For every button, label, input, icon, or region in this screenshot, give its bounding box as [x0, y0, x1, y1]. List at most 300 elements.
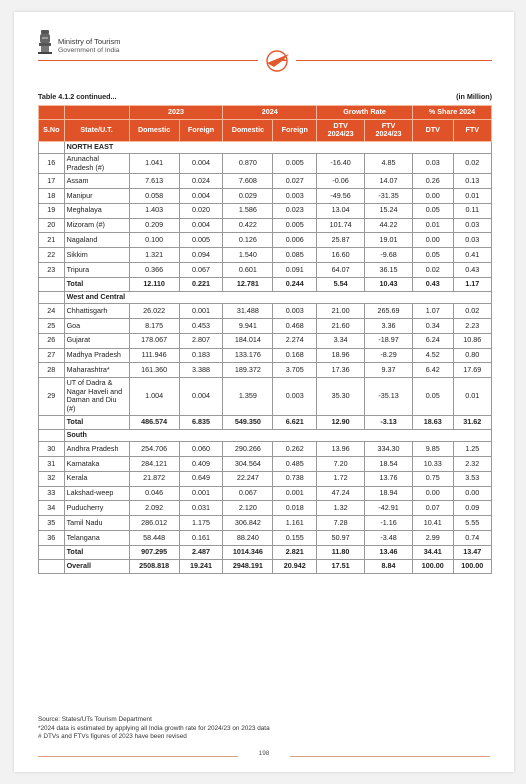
- sno-cell: 35: [39, 516, 65, 531]
- domestic-2024-cell: 1014.346: [223, 545, 273, 559]
- foreign-2024-cell: 0.262: [273, 442, 317, 457]
- domestic-2024-cell: 7.608: [223, 174, 273, 189]
- share-ftv-cell: 0.74: [453, 530, 491, 545]
- growth-dtv-cell: 50.97: [317, 530, 365, 545]
- plane-globe-icon: [262, 48, 292, 74]
- share-ftv-cell: 2.32: [453, 456, 491, 471]
- growth-dtv-cell: 3.34: [317, 333, 365, 348]
- foreign-2024-cell: 20.942: [273, 559, 317, 573]
- header-growth-rate: Growth Rate: [317, 106, 413, 120]
- growth-ftv-cell: 44.22: [365, 218, 413, 233]
- foreign-2024-cell: 0.018: [273, 501, 317, 516]
- table-row: [39, 174, 492, 189]
- domestic-2023-cell: 486.574: [129, 415, 179, 429]
- domestic-2023-cell: 254.706: [129, 442, 179, 457]
- table-body: [39, 141, 492, 573]
- growth-dtv-cell: 16.60: [317, 248, 365, 263]
- foreign-2024-cell: 1.161: [273, 516, 317, 531]
- share-dtv-cell: 0.43: [413, 277, 454, 291]
- foreign-2023-cell: 2.807: [179, 333, 223, 348]
- domestic-2023-cell: 26.022: [129, 304, 179, 319]
- header-rule-left: [38, 60, 258, 61]
- growth-dtv-cell: 13.04: [317, 203, 365, 218]
- domestic-2024-cell: 9.941: [223, 319, 273, 334]
- tourism-table: [38, 105, 492, 574]
- footer-rule-right: [290, 756, 490, 757]
- header-share-dtv: DTV: [413, 119, 454, 141]
- share-dtv-cell: 10.41: [413, 516, 454, 531]
- domestic-2024-cell: 290.266: [223, 442, 273, 457]
- growth-ftv-cell: 10.43: [365, 277, 413, 291]
- sno-cell: 34: [39, 501, 65, 516]
- state-cell: Lakshad-weep: [64, 486, 129, 501]
- share-dtv-cell: 0.07: [413, 501, 454, 516]
- state-cell: Kerala: [64, 471, 129, 486]
- domestic-2024-cell: 189.372: [223, 363, 273, 378]
- growth-dtv-cell: 7.20: [317, 456, 365, 471]
- share-ftv-cell: 13.47: [453, 545, 491, 559]
- growth-dtv-cell: -49.56: [317, 188, 365, 203]
- share-dtv-cell: 0.02: [413, 262, 454, 277]
- growth-dtv-cell: 101.74: [317, 218, 365, 233]
- total-row: [39, 415, 492, 429]
- header-blank-cell: [39, 106, 65, 120]
- sno-cell: 25: [39, 319, 65, 334]
- share-ftv-cell: 0.02: [453, 304, 491, 319]
- foreign-2023-cell: 0.004: [179, 154, 223, 174]
- state-cell: Total: [64, 545, 129, 559]
- foreign-2023-cell: 0.060: [179, 442, 223, 457]
- sno-cell: 22: [39, 248, 65, 263]
- growth-dtv-cell: 21.00: [317, 304, 365, 319]
- section-row: [39, 141, 492, 154]
- state-cell: Puducherry: [64, 501, 129, 516]
- table-row: [39, 516, 492, 531]
- table-row: [39, 348, 492, 363]
- growth-ftv-cell: 15.24: [365, 203, 413, 218]
- domestic-2024-cell: 0.067: [223, 486, 273, 501]
- page-number: 198: [258, 750, 270, 757]
- section-label: West and Central: [64, 291, 491, 304]
- share-dtv-cell: 6.42: [413, 363, 454, 378]
- table-row: [39, 218, 492, 233]
- table-row: [39, 442, 492, 457]
- state-cell: Total: [64, 415, 129, 429]
- header-sno: S.No: [39, 119, 65, 141]
- header-growth-dtv-label: DTV: [333, 120, 348, 130]
- growth-dtv-cell: 64.07: [317, 262, 365, 277]
- growth-ftv-cell: 13.46: [365, 545, 413, 559]
- sno-cell: 19: [39, 203, 65, 218]
- sno-cell: 33: [39, 486, 65, 501]
- foreign-2023-cell: 0.453: [179, 319, 223, 334]
- share-ftv-cell: 3.53: [453, 471, 491, 486]
- foreign-2024-cell: 2.274: [273, 333, 317, 348]
- growth-ftv-cell: 18.94: [365, 486, 413, 501]
- growth-ftv-cell: 9.37: [365, 363, 413, 378]
- section-row: [39, 291, 492, 304]
- share-dtv-cell: 100.00: [413, 559, 454, 573]
- share-dtv-cell: 0.05: [413, 378, 454, 415]
- state-cell: Manipur: [64, 188, 129, 203]
- state-cell: UT of Dadra & Nagar Haveli and Daman and Diu (#): [64, 378, 129, 415]
- section-label: NORTH EAST: [64, 141, 491, 154]
- share-ftv-cell: 0.41: [453, 248, 491, 263]
- sno-cell: 27: [39, 348, 65, 363]
- total-row: [39, 277, 492, 291]
- sno-cell: 32: [39, 471, 65, 486]
- domestic-2024-cell: 2.120: [223, 501, 273, 516]
- table-row: [39, 501, 492, 516]
- growth-ftv-cell: 334.30: [365, 442, 413, 457]
- table-row: [39, 248, 492, 263]
- growth-dtv-cell: -16.40: [317, 154, 365, 174]
- domestic-2023-cell: 178.067: [129, 333, 179, 348]
- header-domestic-2023: Domestic: [129, 119, 179, 141]
- domestic-2023-cell: 1.004: [129, 378, 179, 415]
- foreign-2023-cell: 0.031: [179, 501, 223, 516]
- sno-cell: [39, 277, 65, 291]
- growth-ftv-cell: 265.69: [365, 304, 413, 319]
- header-share: % Share 2024: [413, 106, 492, 120]
- growth-dtv-cell: 5.54: [317, 277, 365, 291]
- share-dtv-cell: 0.26: [413, 174, 454, 189]
- share-dtv-cell: 9.85: [413, 442, 454, 457]
- foreign-2024-cell: 0.003: [273, 188, 317, 203]
- state-cell: Tripura: [64, 262, 129, 277]
- state-cell: Mizoram (#): [64, 218, 129, 233]
- domestic-2024-cell: 12.781: [223, 277, 273, 291]
- state-cell: Sikkim: [64, 248, 129, 263]
- state-cell: Nagaland: [64, 233, 129, 248]
- foreign-2023-cell: 0.004: [179, 218, 223, 233]
- domestic-2023-cell: 284.121: [129, 456, 179, 471]
- domestic-2023-cell: 7.613: [129, 174, 179, 189]
- state-cell: Telangana: [64, 530, 129, 545]
- foreign-2023-cell: 19.241: [179, 559, 223, 573]
- table-row: [39, 233, 492, 248]
- growth-ftv-cell: -1.16: [365, 516, 413, 531]
- foreign-2023-cell: 0.409: [179, 456, 223, 471]
- foreign-2023-cell: 0.024: [179, 174, 223, 189]
- page-footer: [14, 750, 514, 762]
- table-row: [39, 333, 492, 348]
- foreign-2024-cell: 0.155: [273, 530, 317, 545]
- growth-dtv-cell: 17.36: [317, 363, 365, 378]
- state-cell: Chhattisgarh: [64, 304, 129, 319]
- growth-ftv-cell: 3.36: [365, 319, 413, 334]
- foreign-2024-cell: 0.091: [273, 262, 317, 277]
- header-foreign-2023: Foreign: [179, 119, 223, 141]
- growth-ftv-cell: -42.91: [365, 501, 413, 516]
- share-ftv-cell: 0.00: [453, 486, 491, 501]
- foreign-2023-cell: 3.388: [179, 363, 223, 378]
- header-growth-ftv-years: 2024/23: [375, 129, 402, 138]
- growth-dtv-cell: 13.96: [317, 442, 365, 457]
- foreign-2023-cell: 0.161: [179, 530, 223, 545]
- domestic-2023-cell: 8.175: [129, 319, 179, 334]
- footer-rule-left: [38, 756, 238, 757]
- table-row: [39, 262, 492, 277]
- domestic-2023-cell: 58.448: [129, 530, 179, 545]
- foreign-2024-cell: 6.621: [273, 415, 317, 429]
- growth-dtv-cell: 7.28: [317, 516, 365, 531]
- table-row: [39, 319, 492, 334]
- domestic-2023-cell: 907.295: [129, 545, 179, 559]
- domestic-2024-cell: 1.540: [223, 248, 273, 263]
- foreign-2023-cell: 0.094: [179, 248, 223, 263]
- foreign-2024-cell: 0.468: [273, 319, 317, 334]
- sno-cell: 21: [39, 233, 65, 248]
- foreign-2024-cell: 0.006: [273, 233, 317, 248]
- foreign-2024-cell: 0.168: [273, 348, 317, 363]
- share-dtv-cell: 6.24: [413, 333, 454, 348]
- foreign-2023-cell: 0.004: [179, 188, 223, 203]
- growth-dtv-cell: 18.96: [317, 348, 365, 363]
- header-foreign-2024: Foreign: [273, 119, 317, 141]
- domestic-2023-cell: 2.092: [129, 501, 179, 516]
- footnote-source: Source: States/UTs Tourism Department: [38, 716, 152, 723]
- share-dtv-cell: 1.07: [413, 304, 454, 319]
- share-dtv-cell: 0.05: [413, 203, 454, 218]
- state-cell: Gujarat: [64, 333, 129, 348]
- table-row: [39, 154, 492, 174]
- share-ftv-cell: 10.86: [453, 333, 491, 348]
- domestic-2023-cell: 2508.818: [129, 559, 179, 573]
- state-cell: Overall: [64, 559, 129, 573]
- domestic-2023-cell: 0.046: [129, 486, 179, 501]
- share-dtv-cell: 0.75: [413, 471, 454, 486]
- domestic-2023-cell: 1.041: [129, 154, 179, 174]
- sno-cell: 23: [39, 262, 65, 277]
- growth-ftv-cell: -35.13: [365, 378, 413, 415]
- table-row: [39, 456, 492, 471]
- national-emblem-icon: [38, 30, 52, 56]
- growth-dtv-cell: 21.60: [317, 319, 365, 334]
- state-cell: Arunachal Pradesh (#): [64, 154, 129, 174]
- table-row: [39, 471, 492, 486]
- sno-cell: [39, 545, 65, 559]
- growth-ftv-cell: -18.97: [365, 333, 413, 348]
- foreign-2024-cell: 0.023: [273, 203, 317, 218]
- domestic-2023-cell: 12.110: [129, 277, 179, 291]
- foreign-2023-cell: 0.221: [179, 277, 223, 291]
- growth-dtv-cell: 35.30: [317, 378, 365, 415]
- header-rule-right: [296, 60, 492, 61]
- growth-ftv-cell: 19.01: [365, 233, 413, 248]
- table-row: [39, 486, 492, 501]
- section-sno-cell: [39, 141, 65, 154]
- section-sno-cell: [39, 429, 65, 442]
- foreign-2024-cell: 0.005: [273, 154, 317, 174]
- share-ftv-cell: 100.00: [453, 559, 491, 573]
- section-sno-cell: [39, 291, 65, 304]
- state-cell: Goa: [64, 319, 129, 334]
- header-state: State/U.T.: [64, 119, 129, 141]
- domestic-2024-cell: 304.564: [223, 456, 273, 471]
- report-page: [14, 12, 514, 772]
- growth-dtv-cell: 1.32: [317, 501, 365, 516]
- growth-ftv-cell: 8.84: [365, 559, 413, 573]
- header-share-ftv: FTV: [453, 119, 491, 141]
- foreign-2024-cell: 0.001: [273, 486, 317, 501]
- header-growth-ftv-label: FTV: [381, 120, 396, 130]
- sno-cell: 30: [39, 442, 65, 457]
- growth-ftv-cell: 36.15: [365, 262, 413, 277]
- sno-cell: 18: [39, 188, 65, 203]
- growth-ftv-cell: 4.85: [365, 154, 413, 174]
- share-ftv-cell: 17.69: [453, 363, 491, 378]
- share-ftv-cell: 1.25: [453, 442, 491, 457]
- ministry-name: [58, 37, 120, 55]
- domestic-2024-cell: 88.240: [223, 530, 273, 545]
- foreign-2024-cell: 0.005: [273, 218, 317, 233]
- foreign-2024-cell: 0.003: [273, 304, 317, 319]
- share-ftv-cell: 31.62: [453, 415, 491, 429]
- domestic-2024-cell: 0.029: [223, 188, 273, 203]
- foreign-2023-cell: 1.175: [179, 516, 223, 531]
- growth-dtv-cell: 1.72: [317, 471, 365, 486]
- domestic-2024-cell: 0.422: [223, 218, 273, 233]
- sno-cell: [39, 415, 65, 429]
- domestic-2024-cell: 1.359: [223, 378, 273, 415]
- section-label: South: [64, 429, 491, 442]
- foreign-2023-cell: 0.005: [179, 233, 223, 248]
- growth-ftv-cell: 14.07: [365, 174, 413, 189]
- header-growth-ftv: [365, 119, 413, 141]
- table-caption: [38, 92, 492, 101]
- domestic-2024-cell: 22.247: [223, 471, 273, 486]
- header-domestic-2024: Domestic: [223, 119, 273, 141]
- state-cell: Andhra Pradesh: [64, 442, 129, 457]
- foreign-2024-cell: 2.821: [273, 545, 317, 559]
- table-row: [39, 363, 492, 378]
- sno-cell: [39, 559, 65, 573]
- growth-ftv-cell: 13.76: [365, 471, 413, 486]
- overall-row: [39, 559, 492, 573]
- table-row: [39, 203, 492, 218]
- share-dtv-cell: 2.99: [413, 530, 454, 545]
- share-dtv-cell: 0.01: [413, 218, 454, 233]
- domestic-2024-cell: 2948.191: [223, 559, 273, 573]
- table-row: [39, 378, 492, 415]
- share-dtv-cell: 0.34: [413, 319, 454, 334]
- domestic-2024-cell: 133.176: [223, 348, 273, 363]
- growth-dtv-cell: 25.87: [317, 233, 365, 248]
- foreign-2024-cell: 0.003: [273, 378, 317, 415]
- domestic-2024-cell: 1.586: [223, 203, 273, 218]
- growth-dtv-cell: 47.24: [317, 486, 365, 501]
- share-dtv-cell: 34.41: [413, 545, 454, 559]
- foreign-2023-cell: 6.835: [179, 415, 223, 429]
- domestic-2024-cell: 0.601: [223, 262, 273, 277]
- growth-ftv-cell: -31.35: [365, 188, 413, 203]
- growth-dtv-cell: 12.90: [317, 415, 365, 429]
- share-ftv-cell: 0.02: [453, 154, 491, 174]
- share-dtv-cell: 18.63: [413, 415, 454, 429]
- foreign-2024-cell: 0.244: [273, 277, 317, 291]
- share-ftv-cell: 1.17: [453, 277, 491, 291]
- foreign-2024-cell: 3.705: [273, 363, 317, 378]
- share-ftv-cell: 0.80: [453, 348, 491, 363]
- table-unit: (in Million): [456, 92, 492, 101]
- growth-ftv-cell: -8.29: [365, 348, 413, 363]
- foreign-2024-cell: 0.485: [273, 456, 317, 471]
- foreign-2023-cell: 0.004: [179, 378, 223, 415]
- foreign-2024-cell: 0.738: [273, 471, 317, 486]
- share-dtv-cell: 4.52: [413, 348, 454, 363]
- share-ftv-cell: 0.13: [453, 174, 491, 189]
- sno-cell: 31: [39, 456, 65, 471]
- state-cell: Tamil Nadu: [64, 516, 129, 531]
- header-column-row: [39, 119, 492, 141]
- header-year-2023: 2023: [129, 106, 223, 120]
- foreign-2023-cell: 0.001: [179, 304, 223, 319]
- share-ftv-cell: 0.09: [453, 501, 491, 516]
- share-ftv-cell: 0.01: [453, 188, 491, 203]
- sno-cell: 20: [39, 218, 65, 233]
- share-ftv-cell: 0.03: [453, 218, 491, 233]
- domestic-2023-cell: 0.366: [129, 262, 179, 277]
- section-row: [39, 429, 492, 442]
- domestic-2024-cell: 549.350: [223, 415, 273, 429]
- foreign-2023-cell: 0.183: [179, 348, 223, 363]
- total-row: [39, 545, 492, 559]
- footnotes: [38, 716, 498, 742]
- footnote-revised: # DTVs and FTVs figures of 2023 have been revised: [38, 733, 187, 741]
- header-growth-dtv-years: 2024/23: [327, 129, 354, 138]
- share-ftv-cell: 0.43: [453, 262, 491, 277]
- sno-cell: 29: [39, 378, 65, 415]
- domestic-2023-cell: 21.872: [129, 471, 179, 486]
- domestic-2023-cell: 0.209: [129, 218, 179, 233]
- state-cell: Assam: [64, 174, 129, 189]
- foreign-2024-cell: 0.085: [273, 248, 317, 263]
- foreign-2023-cell: 0.020: [179, 203, 223, 218]
- government-title: Government of India: [58, 47, 120, 54]
- domestic-2023-cell: 0.100: [129, 233, 179, 248]
- growth-dtv-cell: 17.51: [317, 559, 365, 573]
- share-ftv-cell: 0.01: [453, 378, 491, 415]
- state-cell: Total: [64, 277, 129, 291]
- table-row: [39, 530, 492, 545]
- share-ftv-cell: 0.11: [453, 203, 491, 218]
- domestic-2023-cell: 1.321: [129, 248, 179, 263]
- header-growth-dtv: [317, 119, 365, 141]
- domestic-2024-cell: 0.126: [223, 233, 273, 248]
- state-cell: Karnataka: [64, 456, 129, 471]
- domestic-2023-cell: 1.403: [129, 203, 179, 218]
- sno-cell: 36: [39, 530, 65, 545]
- growth-dtv-cell: 11.80: [317, 545, 365, 559]
- share-ftv-cell: 0.03: [453, 233, 491, 248]
- header-group-row: [39, 106, 492, 120]
- growth-dtv-cell: -0.06: [317, 174, 365, 189]
- sno-cell: 26: [39, 333, 65, 348]
- share-dtv-cell: 0.00: [413, 486, 454, 501]
- share-dtv-cell: 0.03: [413, 154, 454, 174]
- state-cell: Meghalaya: [64, 203, 129, 218]
- share-ftv-cell: 2.23: [453, 319, 491, 334]
- foreign-2023-cell: 0.649: [179, 471, 223, 486]
- domestic-2024-cell: 31.488: [223, 304, 273, 319]
- sno-cell: 17: [39, 174, 65, 189]
- foreign-2023-cell: 2.487: [179, 545, 223, 559]
- state-cell: Maharashtra*: [64, 363, 129, 378]
- share-dtv-cell: 0.00: [413, 188, 454, 203]
- sno-cell: 28: [39, 363, 65, 378]
- state-cell: Madhya Pradesh: [64, 348, 129, 363]
